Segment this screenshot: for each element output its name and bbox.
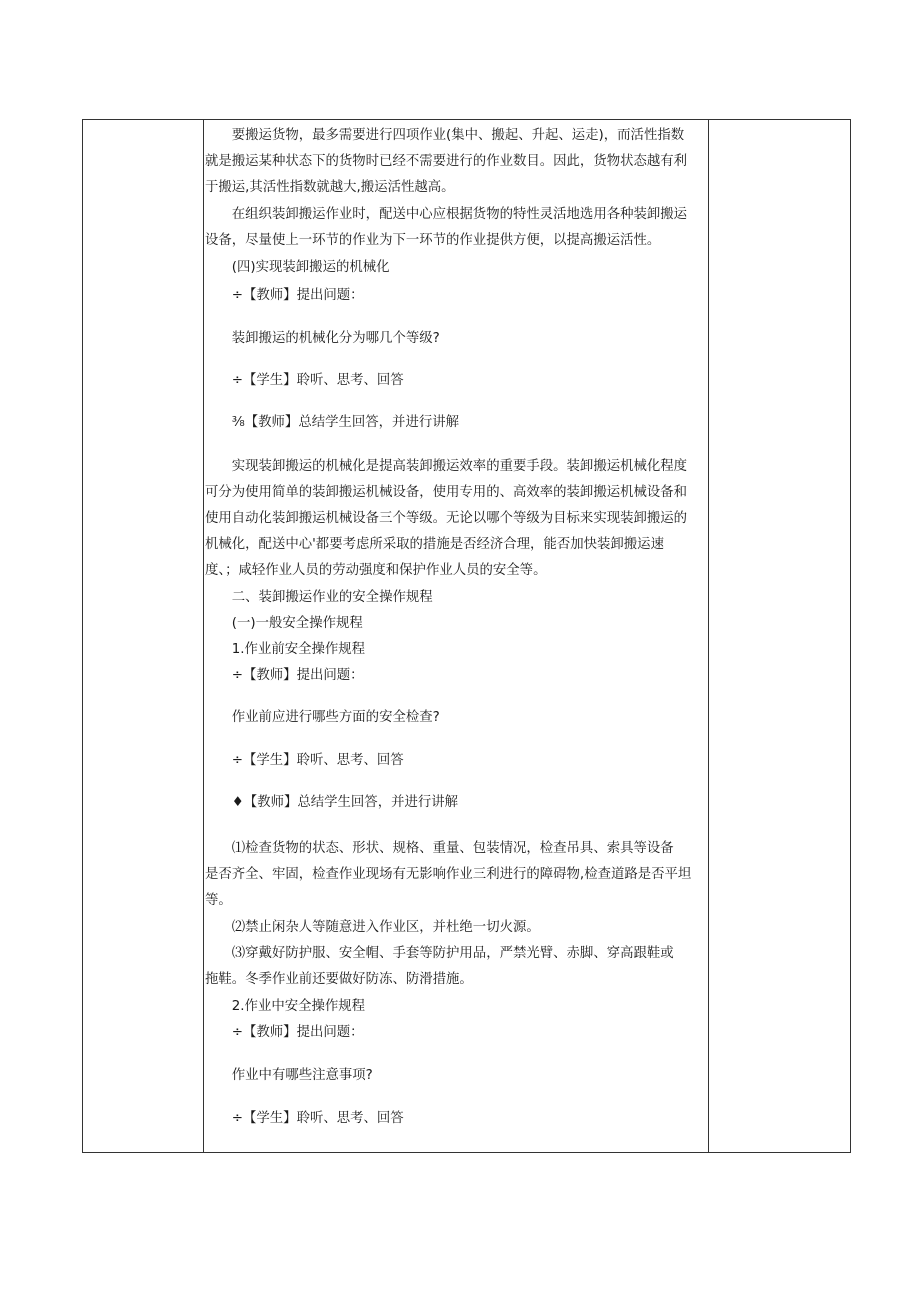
subsection-heading: (一)一般安全操作规程 <box>205 616 363 631</box>
paragraph-line: 使用自动化装卸搬运机械设备三个等级。无论以哪个等级为目标来实现装卸搬运的 <box>205 511 688 526</box>
teacher-summary: ⅜【教师】总结学生回答，并进行讲解 <box>205 415 460 430</box>
teacher-prompt: ÷【教师】提出问题： <box>205 1025 364 1040</box>
question-text: 装卸搬运的机械化分为哪几个等级? <box>205 331 440 346</box>
question-text: 作业前应进行哪些方面的安全检查? <box>205 710 440 725</box>
paragraph-line: 在组织装卸搬运作业时，配送中心应根据货物的特性灵活地选用各种装卸搬运 <box>205 207 688 222</box>
section-heading: 二、装卸搬运作业的安全操作规程 <box>205 590 433 605</box>
subsection-heading: 2.作业中安全操作规程 <box>205 999 366 1014</box>
student-response: ÷【学生】聆听、思考、回答 <box>205 753 404 768</box>
paragraph-line: 就是搬运某种状态下的货物时已经不需要进行的作业数目。因此，货物状态越有利 <box>205 154 688 169</box>
lesson-table <box>82 119 851 1153</box>
list-item: ⑶穿戴好防护服、安全帽、手套等防护用品，严禁光臂、赤脚、穿高跟鞋或 <box>205 946 674 961</box>
student-response: ÷【学生】聆听、思考、回答 <box>205 1111 404 1126</box>
table-left-column-divider <box>203 120 204 1152</box>
section-heading: (四)实现装卸搬运的机械化 <box>205 260 390 275</box>
list-item: ⑵禁止闲杂人等随意进入作业区，并杜绝一切火源。 <box>205 920 540 935</box>
list-item: ⑴检查货物的状态、形状、规格、重量、包装情况，检查吊具、索具等设备 <box>205 841 674 856</box>
question-text: 作业中有哪些注意事项? <box>205 1068 373 1083</box>
paragraph-line: 于搬运,其活性指数就越大,搬运活性越高。 <box>205 180 455 195</box>
teacher-summary: ♦【教师】总结学生回答，并进行讲解 <box>205 795 459 810</box>
student-response: ÷【学生】聆听、思考、回答 <box>205 373 404 388</box>
subsection-heading: 1.作业前安全操作规程 <box>205 642 366 657</box>
paragraph-line: 度、；咸轻作业人员的劳动强度和保护作业人员的安全等。 <box>205 563 547 578</box>
teacher-prompt: ÷【教师】提出问题： <box>205 668 364 683</box>
list-item-continuation: 拖鞋。冬季作业前还要做好防冻、防滑措施。 <box>205 972 473 987</box>
table-right-column-divider <box>708 120 709 1152</box>
paragraph-line: 要搬运货物，最多需要进行四项作业(集中、搬起、升起、运走)，而活性指数 <box>205 128 685 143</box>
paragraph-line: 机械化，配送中心'都要考虑所采取的措施是否经济合理，能否加快装卸搬运速 <box>205 537 664 552</box>
list-item-continuation: 等。 <box>205 893 232 908</box>
paragraph-line: 设备，尽量使上一环节的作业为下一环节的作业提供方便，以提高搬运活性。 <box>205 233 661 248</box>
paragraph-line: 可分为使用简单的装卸搬运机械设备，使用专用的、高效率的装卸搬运机械设备和 <box>205 485 688 500</box>
list-item-continuation: 是否齐全、牢固，检查作业现场有无影响作业三利进行的障碍物,检查道路是否平坦 <box>205 867 692 882</box>
teacher-prompt: ÷【教师】提出问题： <box>205 288 364 303</box>
paragraph-line: 实现装卸搬运的机械化是提高装卸搬运效率的重要手段。装卸搬运机械化程度 <box>205 459 688 474</box>
